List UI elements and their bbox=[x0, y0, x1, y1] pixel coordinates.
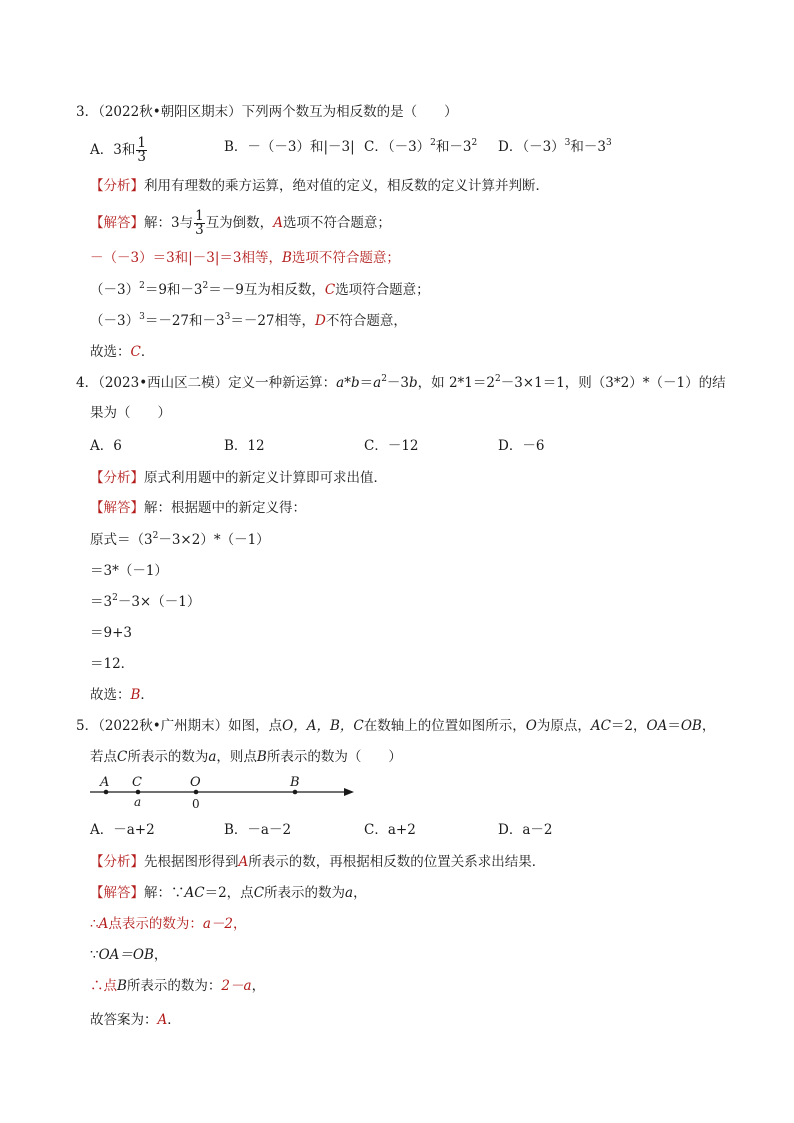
answer-end: ． bbox=[140, 687, 154, 703]
variable: A bbox=[273, 215, 283, 231]
exponent: 2 bbox=[430, 138, 436, 148]
fraction-numerator: 1 bbox=[195, 208, 204, 224]
variable: A bbox=[238, 854, 249, 870]
header-text: ，如 2*1＝2 bbox=[417, 375, 495, 391]
header-text: 4．（2023•西山区二模）定义一种新运算： bbox=[76, 375, 337, 391]
point-c-value: a bbox=[134, 795, 142, 809]
number-line-figure bbox=[88, 772, 360, 812]
step-text: －3×2）*（－1） bbox=[158, 532, 270, 548]
q4-step-3 bbox=[90, 592, 200, 612]
q5-solution-line-2 bbox=[90, 914, 246, 934]
answer-end: ． bbox=[167, 1012, 181, 1028]
expr: O，A，B，C bbox=[282, 718, 364, 734]
expr: a bbox=[345, 885, 354, 901]
q3-option-c-part: C．（－3） bbox=[364, 139, 431, 155]
answer-value: B bbox=[130, 687, 141, 703]
solution-text: 解：根据题中的新定义得： bbox=[144, 500, 306, 516]
q3-option-d-part: 和－3 bbox=[570, 139, 606, 155]
answer-end: ． bbox=[140, 344, 155, 360]
solution-text: －（－3）＝3和|－3|＝3相等， bbox=[90, 250, 282, 266]
q4-step-1 bbox=[90, 530, 270, 550]
exponent: 2 bbox=[202, 281, 209, 291]
variable: C bbox=[324, 282, 336, 298]
analysis-text: 所表示的数，再根据相反数的位置关系求出结果． bbox=[248, 854, 546, 870]
analysis-text: 原式利用题中的新定义计算即可求出值． bbox=[144, 470, 387, 486]
step-text: 原式＝（3 bbox=[90, 532, 153, 548]
point-b-label: B bbox=[290, 775, 300, 790]
q4-analysis bbox=[90, 468, 387, 488]
header-text: ，则点 bbox=[216, 749, 257, 765]
solution-text: （－3） bbox=[90, 282, 140, 298]
q3-option-b: B．－（－3）和|－3| bbox=[224, 139, 355, 155]
q4-option-d: D．－6 bbox=[498, 438, 545, 454]
exponent: 2 bbox=[494, 374, 501, 384]
header-text: ， bbox=[701, 718, 716, 734]
point-o-label: O bbox=[190, 775, 201, 790]
expr: O bbox=[525, 718, 537, 734]
q5-option-c: C．a+2 bbox=[364, 822, 416, 838]
exponent: 2 bbox=[112, 593, 118, 603]
solution-tag: 【解答】 bbox=[90, 500, 144, 516]
expr: B bbox=[256, 749, 267, 765]
analysis-tag: 【分析】 bbox=[90, 470, 144, 486]
step-text: －3×（－1） bbox=[117, 594, 201, 610]
analysis-text: 利用有理数的乘方运算，绝对值的定义，相反数的定义计算并判断． bbox=[144, 178, 549, 194]
header-text: ＝ bbox=[667, 718, 681, 734]
header-text: 所表示的数为（ ） bbox=[266, 749, 402, 765]
q5-option-a: A．－a+2 bbox=[90, 822, 155, 838]
analysis-tag: 【分析】 bbox=[90, 854, 144, 870]
q3-option-a bbox=[90, 137, 148, 164]
solution-text: 选项不符合题意； bbox=[291, 250, 400, 266]
variable: B bbox=[281, 250, 292, 266]
header-text: 5．（2022秋•广州期末）如图，点 bbox=[76, 718, 283, 734]
header-text: －3 bbox=[386, 375, 410, 391]
q3-solution-line-4 bbox=[90, 311, 407, 331]
solution-text: ∴点 bbox=[90, 978, 117, 994]
q3-option-a-text: A．3和 bbox=[90, 142, 136, 158]
expr: a*b bbox=[336, 375, 360, 391]
q5-header-line-2 bbox=[90, 747, 402, 767]
q4-step-5: ＝12． bbox=[90, 656, 135, 672]
expr: C bbox=[253, 885, 265, 901]
solution-text: 解：3与 bbox=[144, 215, 194, 231]
q5-option-d: D．a－2 bbox=[498, 822, 553, 838]
expr: B bbox=[117, 978, 127, 994]
q3-analysis bbox=[90, 176, 549, 196]
variable: D bbox=[315, 313, 326, 329]
answer-label: 故选： bbox=[90, 344, 131, 360]
solution-text: 不符合题意， bbox=[325, 313, 407, 329]
q3-solution-line-1 bbox=[90, 210, 391, 237]
exponent: 2 bbox=[139, 281, 145, 291]
q4-option-c: C．－12 bbox=[364, 438, 419, 454]
header-text: ＝2， bbox=[610, 718, 647, 734]
q3-solution-line-3 bbox=[90, 280, 430, 300]
header-text: ＝ bbox=[359, 375, 374, 391]
q3-solution-line-2 bbox=[90, 248, 400, 268]
solution-text: ， bbox=[251, 978, 266, 994]
solution-text: ＝－9互为相反数， bbox=[208, 282, 325, 298]
q3-option-a-fraction bbox=[136, 137, 147, 164]
solution-text: 所表示的数为 bbox=[264, 885, 346, 901]
fraction-numerator: 1 bbox=[137, 135, 146, 151]
exponent: 2 bbox=[152, 531, 159, 541]
point-a-label: A bbox=[100, 775, 110, 790]
solution-text: ， bbox=[353, 885, 367, 901]
analysis-tag: 【分析】 bbox=[90, 178, 144, 194]
exponent: 2 bbox=[381, 374, 387, 384]
expr: AC bbox=[590, 718, 611, 734]
expr: OA bbox=[646, 718, 668, 734]
q4-solution bbox=[90, 498, 306, 518]
arrow-head-icon bbox=[344, 788, 354, 796]
solution-text: 选项不符合题意； bbox=[282, 215, 391, 231]
point-o-dot bbox=[194, 790, 199, 795]
q4-step-4: ＝9+3 bbox=[90, 625, 132, 641]
header-text: 所表示的数为 bbox=[127, 749, 209, 765]
answer-label: 故选： bbox=[90, 687, 131, 703]
q5-option-b: B．－a－2 bbox=[224, 822, 292, 838]
solution-text: 选项符合题意； bbox=[335, 282, 430, 298]
q5-solution-line-1 bbox=[90, 883, 367, 903]
point-c-dot bbox=[136, 790, 141, 795]
expr: a－2 bbox=[202, 916, 233, 932]
q3-option-c bbox=[364, 137, 477, 157]
expr: AC bbox=[184, 885, 205, 901]
solution-text: 互为倒数， bbox=[205, 215, 274, 231]
solution-text: ＝9和－3 bbox=[144, 282, 203, 298]
fraction-denominator: 3 bbox=[137, 149, 146, 165]
solution-text: 解：∵ bbox=[144, 885, 185, 901]
q4-option-b: B．12 bbox=[224, 438, 265, 454]
solution-text: 点表示的数为： bbox=[108, 916, 203, 932]
solution-text: ∴ bbox=[90, 916, 99, 932]
q5-solution-line-3 bbox=[90, 945, 167, 965]
solution-tag: 【解答】 bbox=[90, 885, 144, 901]
expr: A bbox=[98, 916, 109, 932]
solution-text: ， bbox=[153, 947, 168, 963]
step-text: ＝3 bbox=[90, 594, 113, 610]
solution-tag: 【解答】 bbox=[90, 215, 144, 231]
q4-step-2: ＝3*（－1） bbox=[90, 563, 168, 579]
answer-value: A bbox=[157, 1012, 168, 1028]
expr: b bbox=[409, 375, 418, 391]
expr: OA＝OB bbox=[98, 947, 154, 963]
q4-answer bbox=[90, 685, 154, 705]
point-c-label: C bbox=[132, 775, 142, 790]
expr: a bbox=[373, 375, 382, 391]
q3-option-d-part: D．（－3） bbox=[498, 139, 565, 155]
point-a-dot bbox=[104, 790, 109, 795]
solution-text: （－3） bbox=[90, 313, 140, 329]
q3-option-c-part: 和－3 bbox=[435, 139, 472, 155]
exponent: 3 bbox=[564, 138, 571, 148]
solution-text: ∵ bbox=[90, 947, 99, 963]
exponent: 3 bbox=[139, 312, 145, 322]
expr: 2－a bbox=[221, 978, 252, 994]
expr: a bbox=[208, 749, 217, 765]
q3-header: 3．（2022秋•朝阳区期末）下列两个数互为相反数的是（ ） bbox=[76, 104, 458, 120]
q3-option-d bbox=[498, 137, 612, 157]
answer-value: C bbox=[130, 344, 141, 360]
header-text: －3×1＝1，则（3*2）*（－1）的结 bbox=[500, 375, 726, 391]
solution-text: ＝－27相等， bbox=[230, 313, 316, 329]
answer-label: 故答案为： bbox=[90, 1012, 158, 1028]
analysis-text: 先根据图形得到 bbox=[144, 854, 239, 870]
header-text: 在数轴上的位置如图所示， bbox=[363, 718, 526, 734]
solution-fraction bbox=[194, 210, 205, 237]
q5-solution-line-4 bbox=[90, 976, 265, 996]
q5-header bbox=[76, 716, 715, 736]
q5-analysis bbox=[90, 852, 545, 872]
q4-header bbox=[76, 373, 726, 393]
exponent: 3 bbox=[606, 138, 612, 148]
point-b-dot bbox=[293, 790, 298, 795]
q5-answer bbox=[90, 1010, 181, 1030]
q4-header-line-2: 果为（ ） bbox=[90, 405, 171, 421]
q4-option-a: A．6 bbox=[90, 438, 122, 454]
header-text: 若点 bbox=[90, 749, 117, 765]
q3-answer bbox=[90, 342, 154, 362]
point-o-value: 0 bbox=[192, 797, 200, 811]
expr: C bbox=[117, 749, 128, 765]
solution-text: ＝2，点 bbox=[204, 885, 254, 901]
exponent: 3 bbox=[224, 312, 231, 322]
fraction-denominator: 3 bbox=[195, 222, 204, 238]
solution-text: 所表示的数为： bbox=[126, 978, 222, 994]
exponent: 2 bbox=[471, 138, 478, 148]
solution-text: ＝－27和－3 bbox=[144, 313, 225, 329]
header-text: 为原点， bbox=[536, 718, 591, 734]
expr: OB bbox=[680, 718, 702, 734]
solution-text: ， bbox=[232, 916, 247, 932]
